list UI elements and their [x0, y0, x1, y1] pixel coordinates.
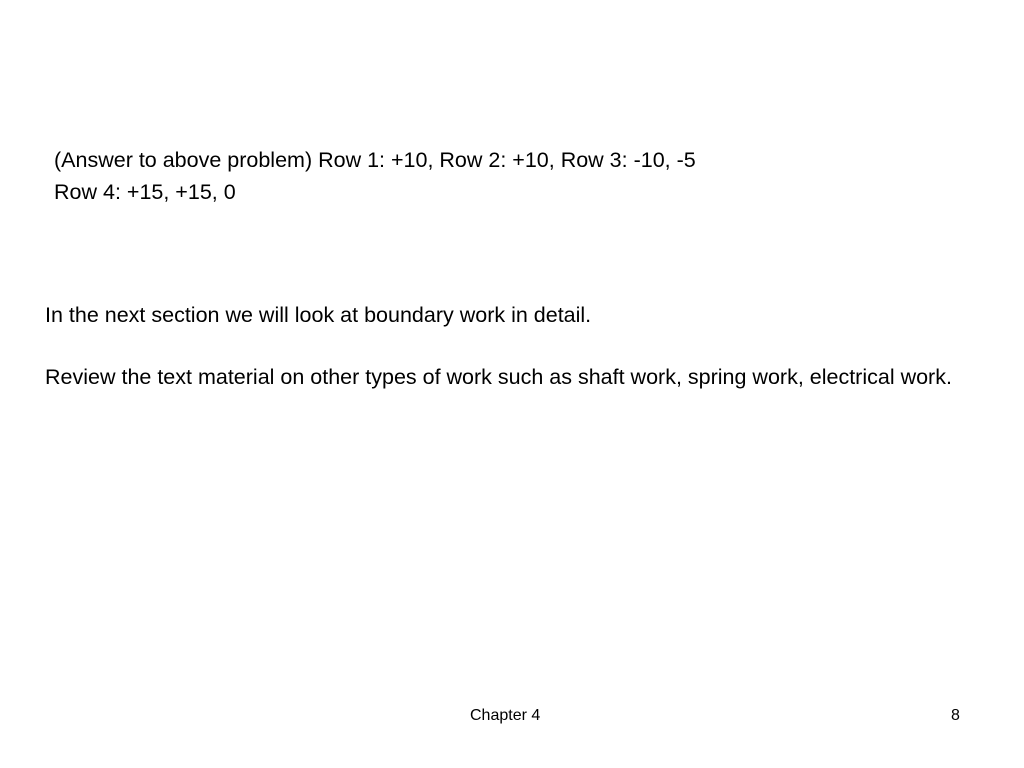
boundary-work-note: In the next section we will look at boundary work in detail.	[45, 303, 592, 327]
review-material-note: Review the text material on other types of work such as shaft work, spring work, electrical work.	[45, 365, 952, 389]
answer-line-1: (Answer to above problem) Row 1: +10, Row 2: +10, Row 3: -10, -5	[54, 148, 696, 172]
footer-page-number: 8	[951, 707, 960, 724]
answer-line-2: Row 4: +15, +15, 0	[54, 180, 236, 204]
notes-text-block	[45, 300, 985, 393]
paragraph-spacer	[45, 331, 985, 362]
footer-chapter-label: Chapter 4	[470, 707, 541, 724]
answer-text-block	[54, 144, 954, 208]
